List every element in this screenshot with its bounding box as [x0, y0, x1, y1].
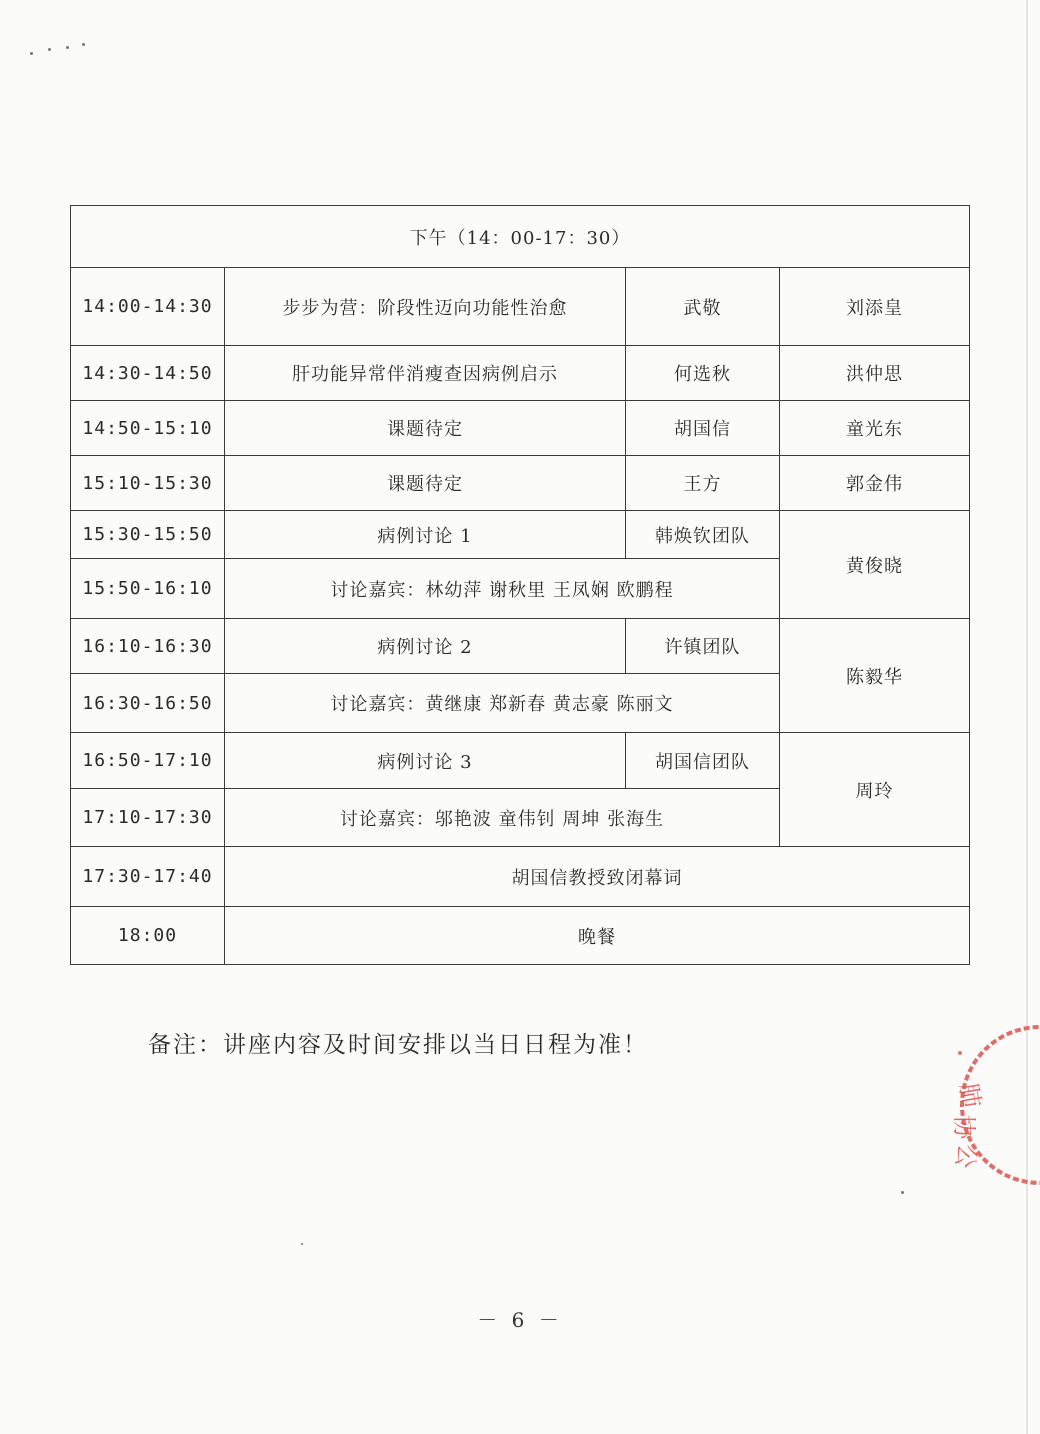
time-cell: 15:50-16:10: [71, 559, 225, 619]
closing-remarks-cell: 胡国信教授致闭幕词: [225, 847, 970, 907]
time-cell: 18:00: [71, 907, 225, 965]
table-row: [71, 619, 970, 674]
session-header: 下午（14：00-17：30）: [71, 206, 970, 268]
time-cell: 15:30-15:50: [71, 511, 225, 559]
table-row: [71, 268, 970, 346]
time-cell: 14:30-14:50: [71, 346, 225, 401]
speaker-cell: 韩焕钦团队: [626, 511, 780, 559]
schedule-table: [70, 205, 970, 965]
scan-speck: [901, 1191, 904, 1194]
chair-cell: 陈毅华: [780, 619, 970, 733]
scan-speck: [66, 46, 69, 49]
table-row: [71, 511, 970, 559]
time-cell: 16:50-17:10: [71, 733, 225, 789]
speaker-cell: 王方: [626, 456, 780, 511]
svg-text:肺: 肺: [954, 1081, 986, 1110]
session-header-row: [71, 206, 970, 268]
seal-stamp-icon: [920, 1015, 1040, 1195]
topic-cell: 病例讨论 2: [225, 619, 626, 674]
table-row: [71, 456, 970, 511]
time-cell: 14:50-15:10: [71, 401, 225, 456]
discussion-guests-cell: 讨论嘉宾：黄继康 郑新春 黄志豪 陈丽文: [225, 674, 780, 733]
time-cell: 17:10-17:30: [71, 789, 225, 847]
table-row: [71, 346, 970, 401]
svg-text:公: 公: [949, 1141, 982, 1171]
scan-speck: [301, 1243, 303, 1245]
scan-speck: [30, 52, 33, 55]
topic-cell: 课题待定: [225, 456, 626, 511]
time-cell: 16:30-16:50: [71, 674, 225, 733]
remark-note: 备注：讲座内容及时间安排以当日日程为准！: [148, 1032, 648, 1058]
organization-seal: [920, 1015, 1040, 1195]
table-row: [71, 733, 970, 789]
time-cell: 14:00-14:30: [71, 268, 225, 346]
topic-cell: 病例讨论 3: [225, 733, 626, 789]
topic-cell: 肝功能异常伴消瘦查因病例启示: [225, 346, 626, 401]
speaker-cell: 胡国信: [626, 401, 780, 456]
topic-cell: 病例讨论 1: [225, 511, 626, 559]
discussion-guests-cell: 讨论嘉宾：邬艳波 童伟钊 周坤 张海生: [225, 789, 780, 847]
chair-cell: 周玲: [780, 733, 970, 847]
speaker-cell: 胡国信团队: [626, 733, 780, 789]
time-cell: 15:10-15:30: [71, 456, 225, 511]
topic-cell: 步步为营：阶段性迈向功能性治愈: [225, 268, 626, 346]
chair-cell: 黄俊晓: [780, 511, 970, 619]
table-row: [71, 907, 970, 965]
speaker-cell: 武敬: [626, 268, 780, 346]
scan-speck: [82, 43, 85, 46]
page-number: － 6 －: [477, 1308, 563, 1332]
chair-cell: 洪仲思: [780, 346, 970, 401]
chair-cell: 童光东: [780, 401, 970, 456]
chair-cell: 刘添皇: [780, 268, 970, 346]
speaker-cell: 许镇团队: [626, 619, 780, 674]
table-row: [71, 847, 970, 907]
topic-cell: 课题待定: [225, 401, 626, 456]
time-cell: 17:30-17:40: [71, 847, 225, 907]
time-cell: 16:10-16:30: [71, 619, 225, 674]
discussion-guests-cell: 讨论嘉宾：林幼萍 谢秋里 王凤娴 欧鹏程: [225, 559, 780, 619]
page-edge: [1026, 0, 1028, 1434]
table-row: [71, 401, 970, 456]
chair-cell: 郭金伟: [780, 456, 970, 511]
scan-speck: [48, 48, 51, 51]
svg-text:协: 协: [950, 1115, 978, 1139]
speaker-cell: 何选秋: [626, 346, 780, 401]
dinner-cell: 晚餐: [225, 907, 970, 965]
